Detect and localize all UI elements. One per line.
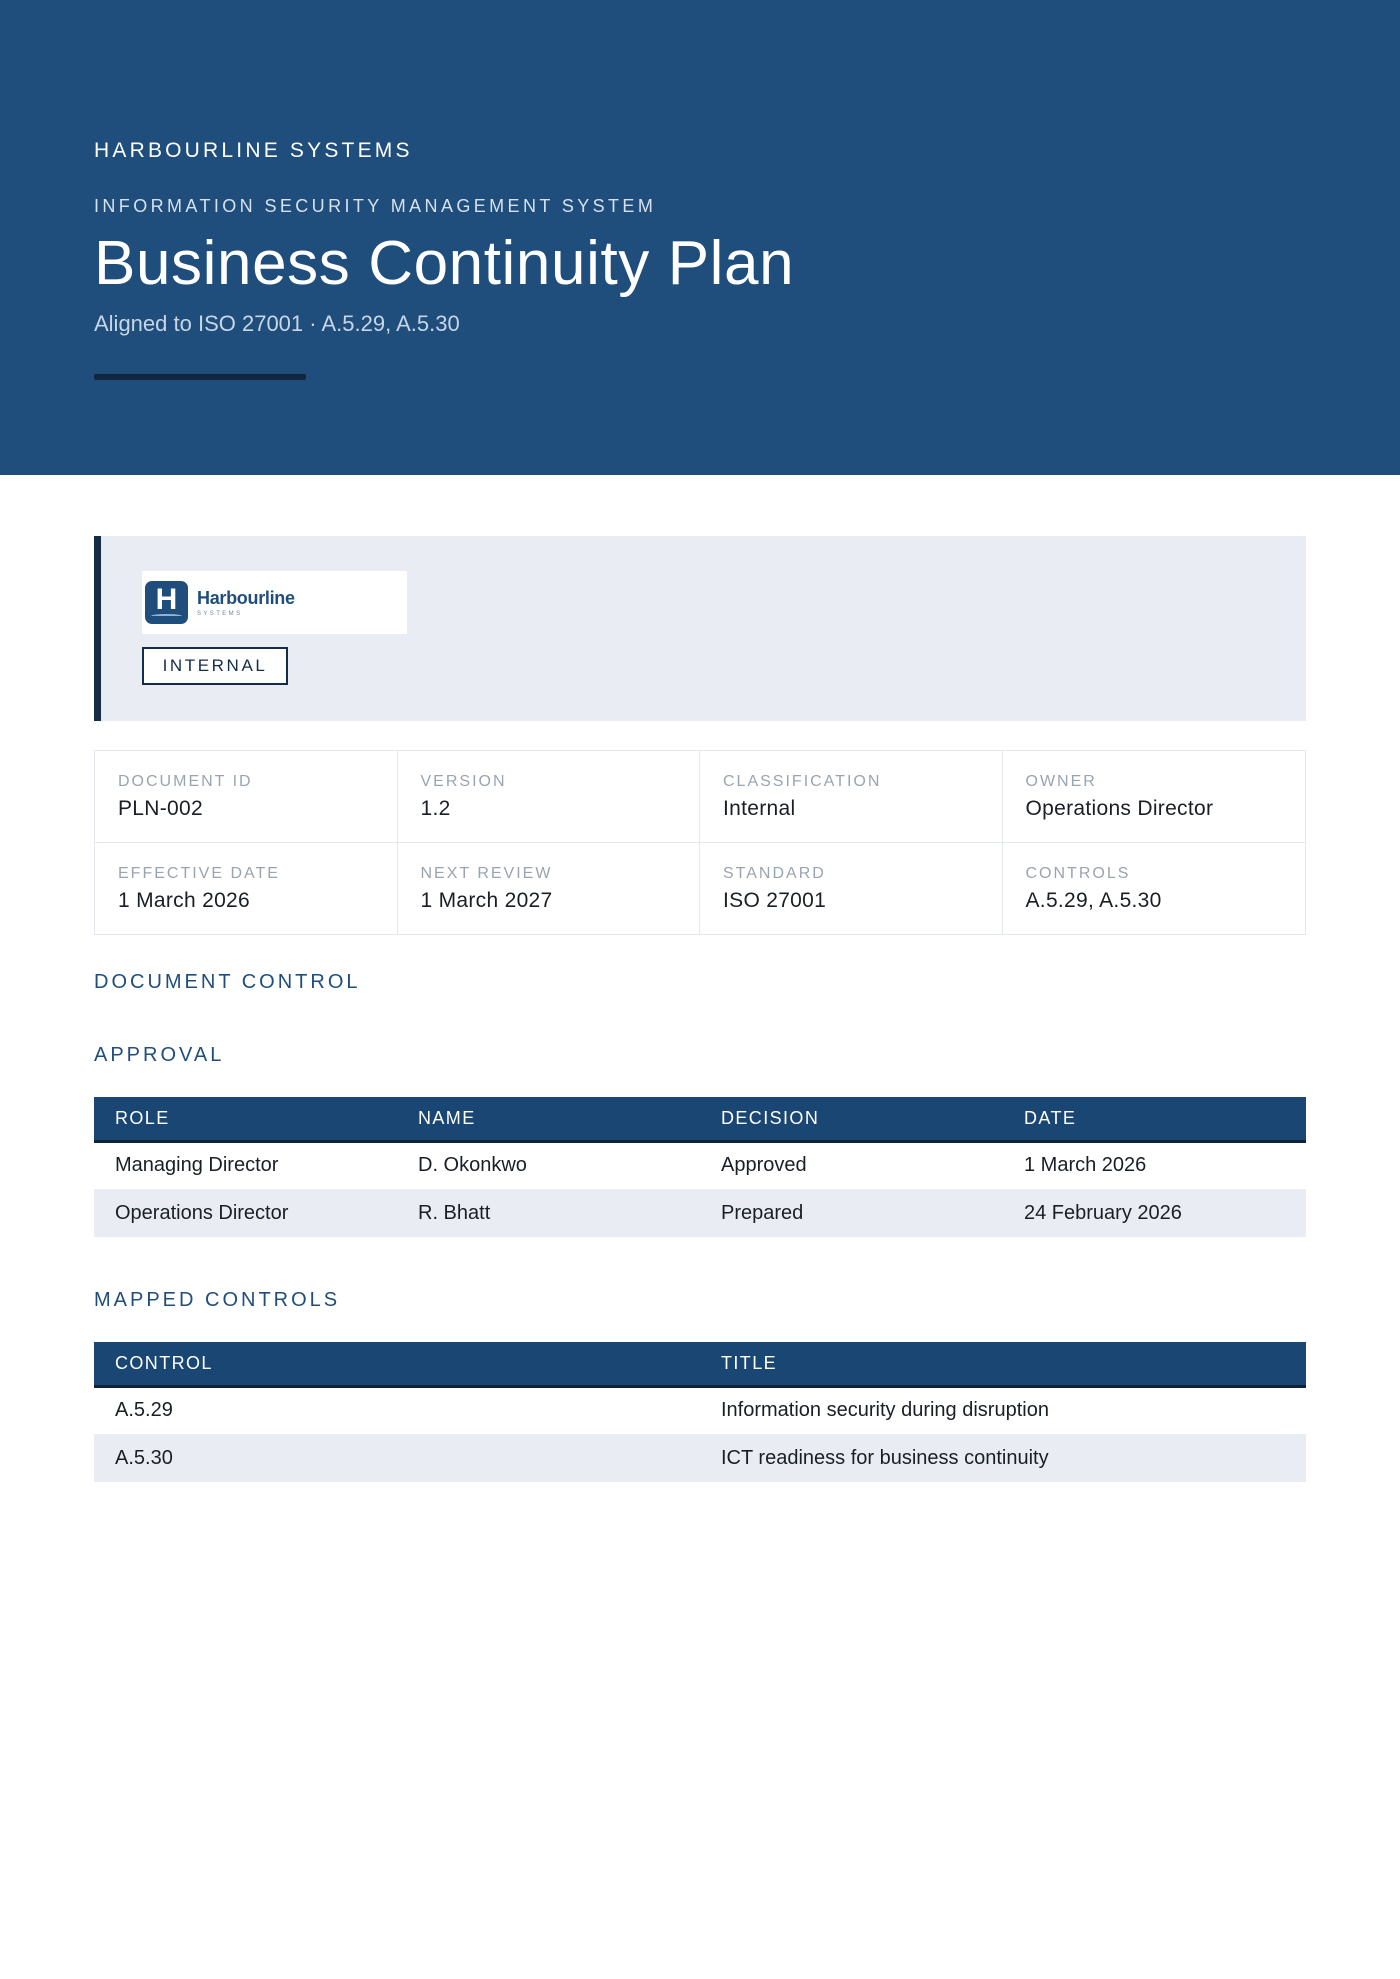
meta-label: EFFECTIVE DATE	[118, 864, 280, 882]
logo-sub: SYSTEMS	[197, 610, 243, 617]
logo-wordmark	[197, 588, 295, 618]
table-row	[94, 1189, 1306, 1237]
metadata-grid	[94, 750, 1306, 935]
document-title: Business Continuity Plan	[94, 229, 795, 298]
meta-effective-date	[95, 843, 398, 935]
cell-name: R. Bhatt	[397, 1189, 700, 1237]
header-rule	[94, 374, 306, 380]
cell-decision: Approved	[721, 1154, 807, 1177]
approval-table	[94, 1097, 1306, 1237]
control-title: ICT readiness for business continuity	[700, 1434, 1306, 1482]
meta-version	[398, 751, 701, 843]
document-header	[0, 0, 1400, 475]
meta-label: STANDARD	[723, 864, 826, 882]
meta-value: PLN-002	[118, 797, 203, 820]
meta-label: CONTROLS	[1025, 864, 1131, 882]
meta-label: DOCUMENT ID	[118, 773, 253, 790]
meta-value: 1.2	[420, 797, 451, 820]
control-id: A.5.29	[115, 1399, 173, 1422]
classification-badge: INTERNAL	[142, 647, 288, 685]
table-row	[94, 1434, 1306, 1482]
cell-role: Operations Director	[94, 1189, 397, 1237]
column-header-control: CONTROL	[94, 1342, 700, 1386]
table-row	[94, 1386, 1306, 1434]
cell-name: D. Okonkwo	[418, 1154, 527, 1177]
document-subtitle: Aligned to ISO 27001 · A.5.29, A.5.30	[94, 311, 460, 336]
company-logo	[142, 571, 407, 634]
document-control-heading: DOCUMENT CONTROL	[94, 971, 361, 993]
system-name: INFORMATION SECURITY MANAGEMENT SYSTEM	[94, 196, 657, 216]
meta-value: 1 March 2027	[420, 888, 553, 912]
meta-classification	[700, 751, 1003, 843]
meta-value: 1 March 2026	[118, 888, 251, 912]
control-id: A.5.30	[94, 1434, 700, 1482]
wave-icon	[151, 614, 182, 618]
meta-next-review	[398, 843, 701, 935]
meta-value: A.5.29, A.5.30	[1025, 888, 1162, 912]
meta-standard	[700, 843, 1003, 935]
meta-owner	[1003, 751, 1306, 843]
logo-name: Harbourline	[197, 587, 295, 608]
brand-card	[94, 536, 1306, 721]
meta-label: NEXT REVIEW	[420, 864, 553, 882]
meta-document-id	[95, 751, 398, 843]
meta-label: VERSION	[420, 773, 507, 790]
cell-role: Managing Director	[115, 1154, 279, 1177]
meta-value: Operations Director	[1025, 797, 1214, 820]
cell-decision: Prepared	[700, 1189, 1003, 1237]
column-header-title: TITLE	[700, 1342, 1306, 1386]
meta-value: ISO 27001	[723, 888, 827, 912]
table-header-row	[94, 1097, 1306, 1141]
logo-letter: H	[155, 583, 178, 616]
harbour-logo-icon	[145, 581, 188, 624]
column-header-name: NAME	[397, 1097, 700, 1141]
meta-label: CLASSIFICATION	[723, 773, 882, 790]
approval-heading: APPROVAL	[94, 1044, 225, 1066]
meta-label: OWNER	[1025, 773, 1097, 790]
mapped-controls-heading: MAPPED CONTROLS	[94, 1289, 341, 1311]
column-header-role: ROLE	[94, 1097, 397, 1141]
cell-date: 24 February 2026	[1003, 1189, 1306, 1237]
mapped-controls-table	[94, 1342, 1306, 1482]
cell-date: 1 March 2026	[1024, 1154, 1147, 1177]
meta-value: Internal	[723, 797, 796, 820]
column-header-decision: DECISION	[700, 1097, 1003, 1141]
company-name: HARBOURLINE SYSTEMS	[94, 139, 413, 162]
meta-controls	[1003, 843, 1306, 935]
table-row	[94, 1141, 1306, 1189]
column-header-date: DATE	[1003, 1097, 1306, 1141]
table-header-row	[94, 1342, 1306, 1386]
control-title: Information security during disruption	[721, 1399, 1049, 1422]
